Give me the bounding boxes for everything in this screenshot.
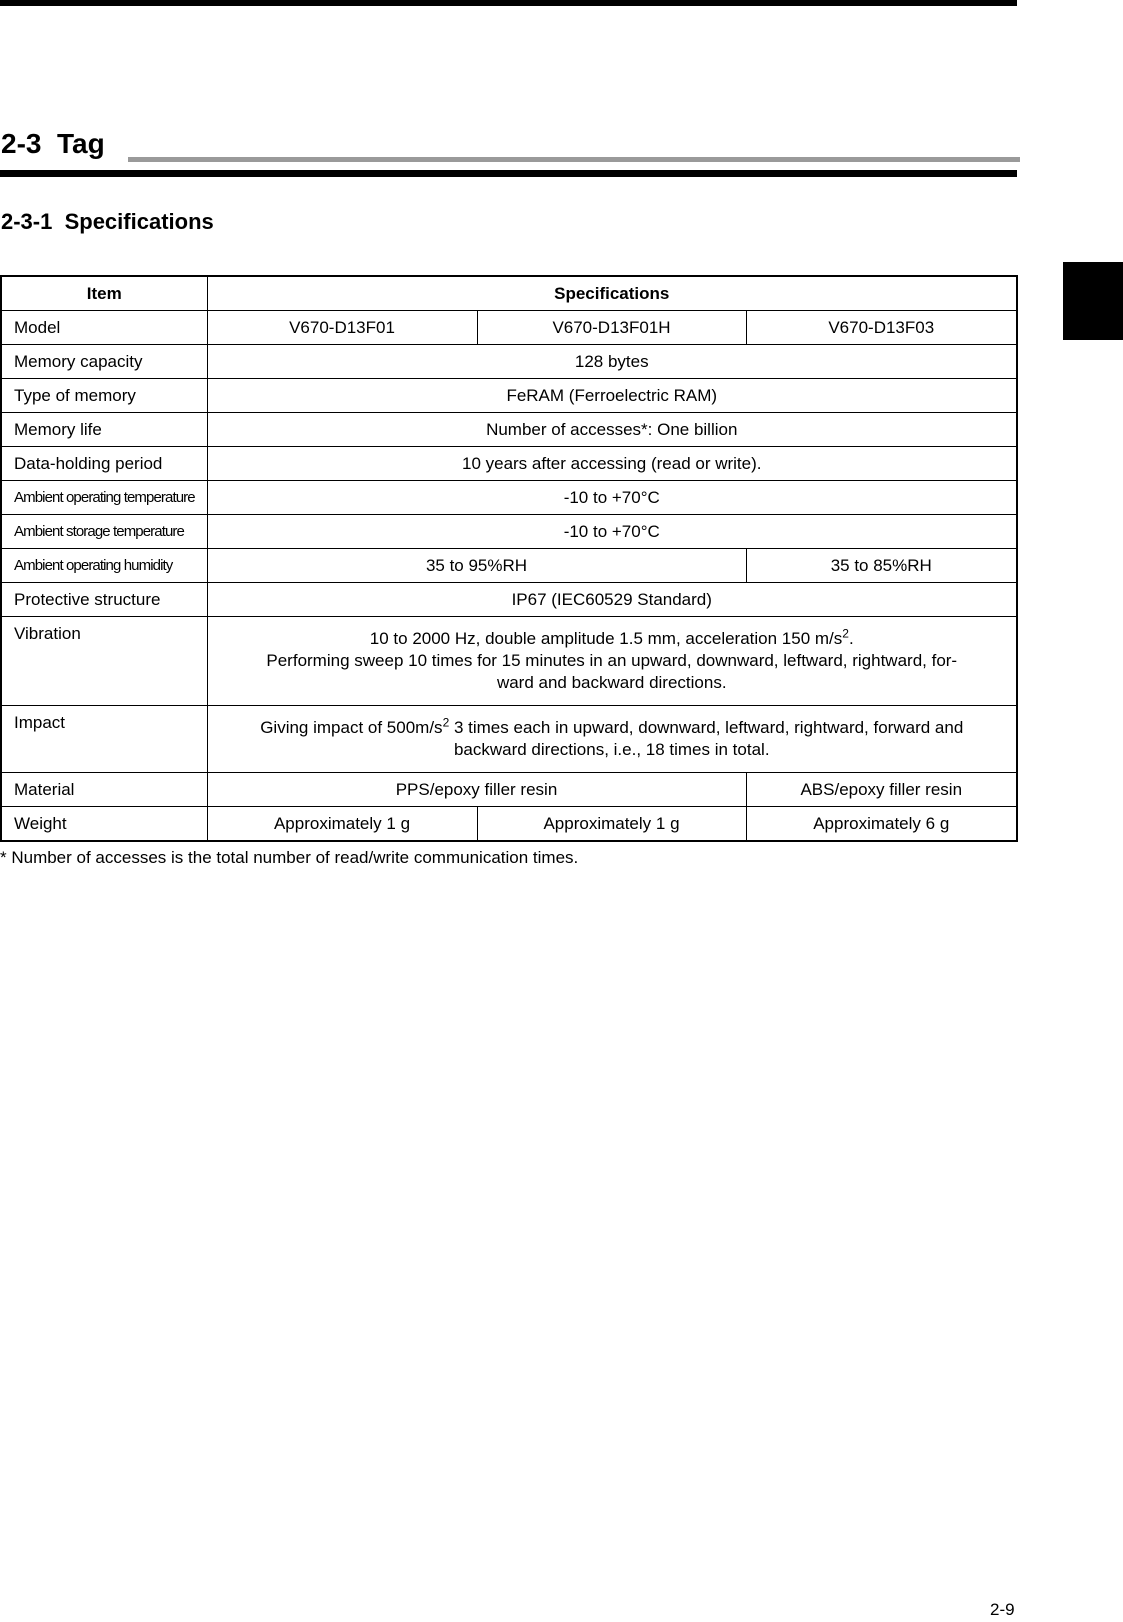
row-label-weight: Weight [1, 807, 207, 842]
table-row-operating-humidity [1, 549, 1017, 583]
weight-f01h-value: Approximately 1 g [477, 807, 746, 842]
impact-line-1-text: Giving impact of 500m/s [260, 718, 443, 737]
impact-superscript: 2 [442, 715, 450, 730]
vibration-line-2: Performing sweep 10 times for 15 minutes in an upward, downward, leftward, rightward, for- [266, 651, 958, 670]
data-holding-period-value: 10 years after accessing (read or write). [207, 447, 1017, 481]
material-f03-value: ABS/epoxy filler resin [746, 773, 1017, 807]
table-row-operating-temperature [1, 481, 1017, 515]
table-row-storage-temperature [1, 515, 1017, 549]
chapter-index-tab [1063, 262, 1123, 340]
protective-structure-value: IP67 (IEC60529 Standard) [207, 583, 1017, 617]
table-row-protective-structure [1, 583, 1017, 617]
impact-line-1 [220, 717, 1005, 739]
operating-humidity-f03-value: 35 to 85%RH [746, 549, 1017, 583]
operating-temperature-value: -10 to +70°C [207, 481, 1017, 515]
row-label-model: Model [1, 311, 207, 345]
row-label-operating-temperature: Ambient operating temperature [1, 481, 207, 515]
row-label-operating-humidity: Ambient operating humidity [1, 549, 207, 583]
vibration-line-1-end: . [848, 629, 854, 648]
row-label-protective-structure: Protective structure [1, 583, 207, 617]
vibration-line-1 [220, 628, 1005, 650]
memory-capacity-value: 128 bytes [207, 345, 1017, 379]
table-header-row [1, 276, 1017, 311]
vibration-line-1-text: 10 to 2000 Hz, double amplitude 1.5 mm, acceleration 150 m/s [369, 629, 843, 648]
row-label-impact: Impact [1, 706, 207, 773]
section-title: 2-3 Tag [1, 128, 105, 159]
material-f01-value: PPS/epoxy filler resin [207, 773, 746, 807]
row-label-vibration: Vibration [1, 617, 207, 706]
subsection-title: 2-3-1 Specifications [1, 209, 214, 234]
table-row-type-of-memory [1, 379, 1017, 413]
model-v670-d13f01h: V670-D13F01H [477, 311, 746, 345]
weight-f03-value: Approximately 6 g [746, 807, 1017, 842]
table-row-vibration [1, 617, 1017, 706]
header-item: Item [1, 276, 207, 311]
section-title-black-rule [0, 170, 1017, 177]
table-row-impact [1, 706, 1017, 773]
page-number: 2-9 [990, 1600, 1015, 1619]
operating-humidity-f01-value: 35 to 95%RH [207, 549, 746, 583]
top-page-rule [0, 0, 1017, 6]
table-row-material [1, 773, 1017, 807]
table-row-weight [1, 807, 1017, 842]
model-v670-d13f01: V670-D13F01 [207, 311, 477, 345]
memory-life-value: Number of accesses*: One billion [207, 413, 1017, 447]
table-footnote: * Number of accesses is the total number of read/write communication times. [0, 848, 579, 867]
table-row-data-holding-period [1, 447, 1017, 481]
model-v670-d13f03: V670-D13F03 [746, 311, 1017, 345]
impact-line-1-end: 3 times each in upward, downward, leftward, rightward, forward and [449, 718, 964, 737]
storage-temperature-value: -10 to +70°C [207, 515, 1017, 549]
specifications-table [0, 275, 1018, 842]
row-label-storage-temperature: Ambient storage temperature [1, 515, 207, 549]
type-of-memory-value: FeRAM (Ferroelectric RAM) [207, 379, 1017, 413]
row-label-data-holding-period: Data-holding period [1, 447, 207, 481]
vibration-superscript: 2 [842, 626, 849, 641]
impact-line-2: backward directions, i.e., 18 times in total. [453, 740, 770, 759]
row-label-memory-capacity: Memory capacity [1, 345, 207, 379]
vibration-value [207, 617, 1017, 706]
weight-f01-value: Approximately 1 g [207, 807, 477, 842]
table-row-memory-capacity [1, 345, 1017, 379]
table-row-model [1, 311, 1017, 345]
table-row-memory-life [1, 413, 1017, 447]
impact-value [207, 706, 1017, 773]
vibration-line-3: ward and backward directions. [496, 673, 727, 692]
section-title-gray-rule [128, 157, 1020, 162]
row-label-material: Material [1, 773, 207, 807]
header-specifications: Specifications [207, 276, 1017, 311]
row-label-type-of-memory: Type of memory [1, 379, 207, 413]
row-label-memory-life: Memory life [1, 413, 207, 447]
